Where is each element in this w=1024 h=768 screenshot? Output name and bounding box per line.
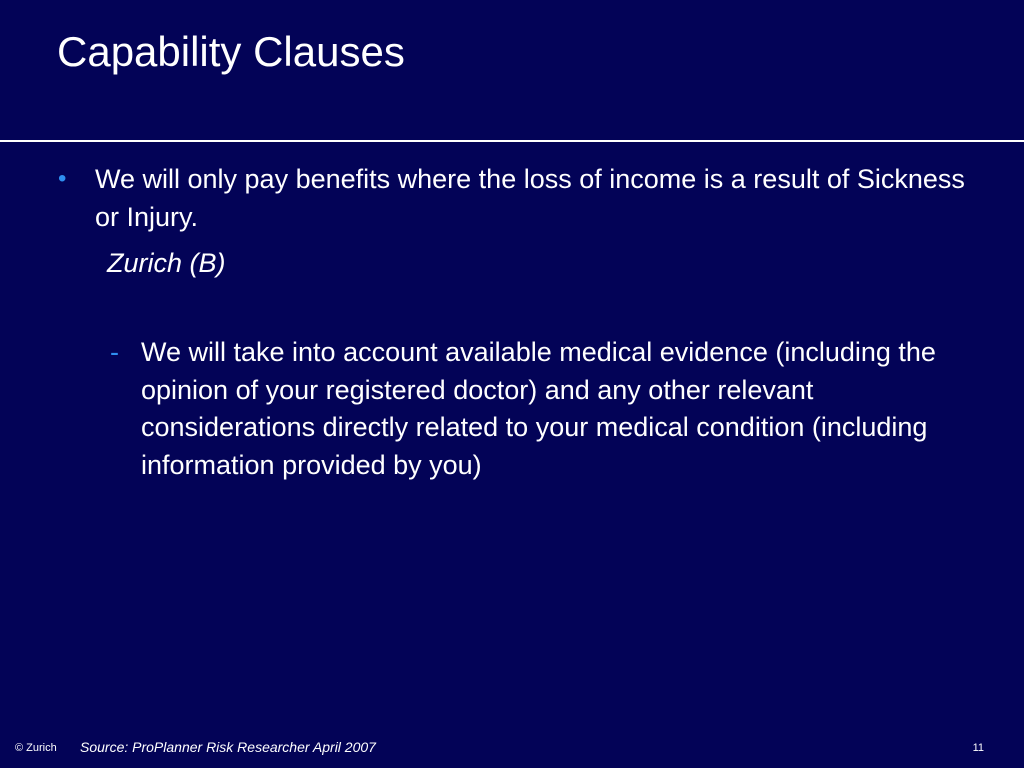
- footer-copyright: © Zurich: [15, 742, 57, 754]
- bullet-item: [58, 160, 988, 236]
- slide-title: Capability Clauses: [57, 28, 405, 75]
- footer-source: Source: ProPlanner Risk Researcher April 2007: [80, 739, 376, 755]
- dash-icon: -: [110, 337, 119, 367]
- sub-bullet-list: [110, 334, 990, 484]
- bullet-text: We will only pay benefits where the loss of income is a result of Sickness or Injury.: [95, 164, 965, 232]
- title-divider: [0, 140, 1024, 142]
- sub-bullet-text: We will take into account available medical evidence (including the opinion of your registered doctor) and any other relevant considerations directly related to your medical condition (including information provided by you): [141, 337, 936, 480]
- sub-bullet-item: [110, 334, 990, 484]
- bullet-list: [58, 160, 988, 236]
- source-attribution: Zurich (B): [107, 248, 226, 278]
- page-number: 11: [972, 742, 984, 754]
- bullet-dot-icon: •: [58, 165, 67, 192]
